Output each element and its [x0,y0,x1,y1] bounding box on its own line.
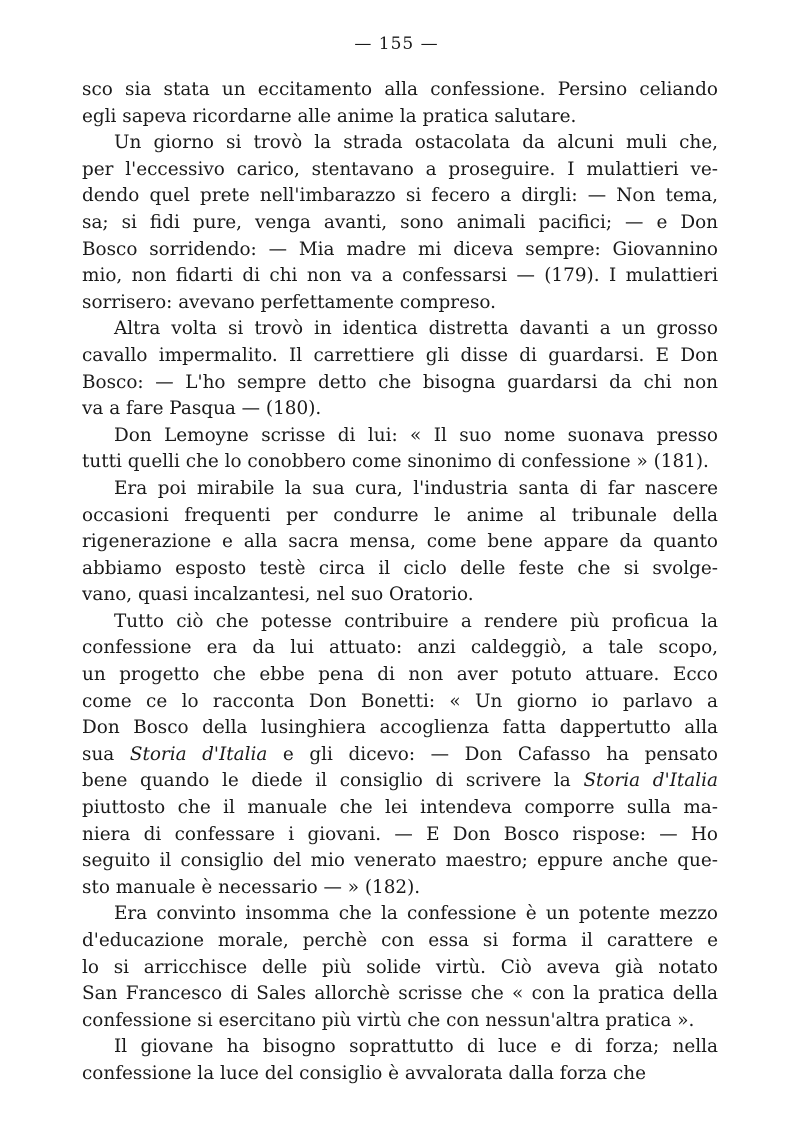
text-line: va a fare Pasqua — (180). [82,398,322,420]
book-title: Storia d'Italia [583,770,718,792]
text-line: Era convinto insomma che la confessione è un potente mezzo [114,903,718,925]
text-line: bene quando le diede il consiglio di scrivere la Storia d'Italia [82,770,718,792]
text-line: Don Lemoyne scrisse di lui: « Il suo nome suonava presso [114,424,718,446]
text-line: Bosco sorridendo: — Mia madre mi diceva sempre: Giovannino [82,238,718,260]
paragraph [82,609,718,902]
text-line: seguito il consiglio del mio venerato maestro; eppure anche que- [82,850,718,872]
text-line: vano, quasi incalzantesi, nel suo Oratorio. [82,584,474,606]
paragraph [82,316,718,422]
text-line: Il giovane ha bisogno soprattutto di luce e di forza; nella [114,1036,718,1058]
text-line: come ce lo racconta Don Bonetti: « Un giorno io parlavo a [82,690,718,712]
paragraph [82,1034,718,1087]
text-line: Era poi mirabile la sua cura, l'industria santa di far nascere [114,477,718,499]
text-line: sa; si fidi pure, venga avanti, sono animali pacifici; — e Don [82,211,718,233]
book-title: Storia d'Italia [129,743,268,765]
text-line: confessione si esercitano più virtù che con nessun'altra pratica ». [82,1009,695,1031]
text-line: Bosco: — L'ho sempre detto che bisogna guardarsi da chi non [82,371,718,393]
paragraph [82,476,718,609]
text-line: dendo quel prete nell'imbarazzo si fecero a dirgli: — Non tema, [82,185,718,207]
text-line: cavallo impermalito. Il carrettiere gli disse di guardarsi. E Don [82,344,718,366]
paragraph [82,901,718,1034]
page-number: — 155 — [354,34,439,54]
text-line: sto manuale è necessario — » (182). [82,876,421,898]
text-line: piuttosto che il manuale che lei intendeva comporre sulla ma- [82,797,718,819]
text-line: tutti quelli che lo conobbero come sinonimo di confessione » (181). [82,451,709,473]
text-line: Tutto ciò che potesse contribuire a rendere più proficua la [114,610,718,632]
paragraph [82,77,718,130]
text-line: Un giorno si trovò la strada ostacolata da alcuni muli che, [114,132,718,154]
text-line: niera di confessare i giovani. — E Don Bosco rispose: — Ho [82,823,718,845]
text-line: sorrisero: avevano perfettamente compreso. [82,291,497,313]
text-line: Altra volta si trovò in identica distretta davanti a un grosso [114,318,718,340]
text-line: confessione era da lui attuato: anzi caldeggiò, a tale scopo, [82,637,718,659]
text-line: rigenerazione e alla sacra mensa, come bene appare da quanto [82,531,718,553]
paragraph [82,423,718,476]
paragraph [82,130,718,316]
text-line: Don Bosco della lusinghiera accoglienza fatta dappertutto alla [82,717,718,739]
text-line: lo si arricchisce delle più solide virtù. Ciò aveva già notato [82,956,718,978]
body-text [82,77,718,1088]
text-line: San Francesco di Sales allorchè scrisse che « con la pratica della [82,983,718,1005]
text-line: abbiamo esposto testè circa il ciclo delle feste che si svolge- [82,557,718,579]
text-line: sua Storia d'Italia e gli dicevo: — Don Cafasso ha pensato [82,743,718,765]
text-line: confessione la luce del consiglio è avvalorata dalla forza che [82,1062,646,1084]
text-line: occasioni frequenti per condurre le anime al tribunale della [82,504,718,526]
text-line: per l'eccessivo carico, stentavano a proseguire. I mulattieri ve- [82,158,718,180]
text-line: d'educazione morale, perchè con essa si forma il carattere e [82,930,718,951]
text-line: egli sapeva ricordarne alle anime la pratica salutare. [82,105,577,127]
text-line: un progetto che ebbe pena di non aver potuto attuare. Ecco [82,664,718,686]
text-line: sco sia stata un eccitamento alla confessione. Persino celiando [82,79,718,100]
text-line: mio, non fidarti di chi non va a confessarsi — (179). I mulattieri [82,265,718,287]
